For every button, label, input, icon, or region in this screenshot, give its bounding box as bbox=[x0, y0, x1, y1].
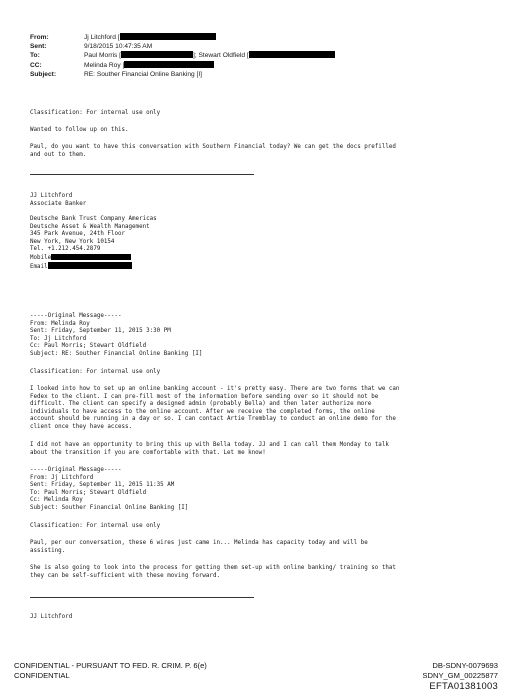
msg1-body-line: I did not have an opportunity to bring this up with Bella today. JJ and I can call them Monday to talk bbox=[30, 442, 389, 448]
signature-name: JJ Litchford bbox=[30, 193, 73, 199]
cc-value: Melinda Roy [ bbox=[84, 61, 214, 70]
body-line: and out to them. bbox=[30, 151, 87, 158]
header-from-row bbox=[30, 33, 490, 42]
msg1-body-line: difficult. The client can specify a designed admin (probably Bella) and then later authorize more bbox=[30, 401, 372, 408]
from-label: From: bbox=[30, 34, 49, 41]
subject-label: Subject: bbox=[30, 70, 57, 78]
msg1-body-line: Fedex to the client. I can pre-fill most of the information before sending over so it should not be bbox=[30, 393, 379, 400]
signature-mobile: Mobile bbox=[30, 254, 131, 263]
confidential-label: CONFIDENTIAL bbox=[14, 671, 70, 680]
from-value: Jj Litchford [ bbox=[84, 33, 216, 42]
signature-company: Deutsche Bank Trust Company Americas bbox=[30, 216, 157, 222]
document-id: SDNY_GM_00225877 bbox=[422, 671, 498, 680]
sent-label: Sent: bbox=[30, 43, 47, 51]
redaction-box bbox=[249, 51, 335, 58]
divider bbox=[30, 597, 254, 598]
msg2-body-line: assisting. bbox=[30, 547, 66, 554]
document-id: DB-SDNY-0079693 bbox=[432, 661, 498, 670]
msg2-cc: Cc: Melinda Roy bbox=[30, 497, 83, 504]
redaction-box bbox=[51, 254, 131, 260]
original-message-separator: -----Original Message----- bbox=[30, 467, 122, 473]
bates-number: EFTA01381003 bbox=[429, 680, 498, 691]
msg1-body-line: individuals to have access to the online account. After we receive the completed forms, the online bbox=[30, 408, 375, 415]
msg1-cc: Cc: Paul Morris; Stewart Oldfield bbox=[30, 343, 147, 350]
body-line: Paul, do you want to have this conversation with Southern Financial today? We can get the docs prefilled bbox=[30, 144, 396, 150]
signature-division: Deutsche Asset & Wealth Management bbox=[30, 223, 150, 230]
redaction-box bbox=[120, 33, 216, 40]
msg2-from: From: Jj Litchford bbox=[30, 474, 94, 481]
header-sent-row bbox=[30, 42, 490, 51]
signature-tel: Tel. +1.212.454.2879 bbox=[30, 246, 101, 253]
original-message-separator: -----Original Message----- bbox=[30, 313, 122, 319]
msg1-to: To: Jj Litchford bbox=[30, 335, 87, 342]
email-header bbox=[30, 33, 490, 79]
msg1-body-line: I looked into how to set up an online banking account - it's pretty easy. There are two forms that we can bbox=[30, 386, 400, 392]
header-cc-row bbox=[30, 61, 490, 70]
msg1-from: From: Melinda Roy bbox=[30, 320, 90, 327]
msg1-body-line: client once they have access. bbox=[30, 424, 133, 430]
subject-value: RE: Souther Financial Online Banking [I] bbox=[84, 70, 203, 78]
to-value: Paul Morris [ ]; Stewart Oldfield [ bbox=[84, 51, 335, 60]
signature-email: Email bbox=[30, 262, 132, 272]
msg2-classification: Classification: For internal use only bbox=[30, 523, 161, 529]
confidential-notice: CONFIDENTIAL - PURSUANT TO FED. R. CRIM. P. 6(e) bbox=[14, 661, 207, 670]
follow-up-line: Wanted to follow up on this. bbox=[30, 127, 129, 133]
header-subject-row bbox=[30, 70, 490, 79]
msg2-subject: Subject: Souther Financial Online Banking [I] bbox=[30, 505, 189, 511]
sent-value: 9/18/2015 10:47:35 AM bbox=[84, 43, 153, 51]
msg1-body-line: about the transition if you are comfortable with that. Let me know! bbox=[30, 449, 266, 456]
signature-address: 345 Park Avenue, 24th Floor bbox=[30, 231, 125, 238]
msg1-sent: Sent: Friday, September 11, 2015 3:30 PM bbox=[30, 328, 171, 335]
msg2-body-line: they can be self-sufficient with these moving forward. bbox=[30, 572, 220, 579]
cc-label: CC: bbox=[30, 61, 42, 69]
redaction-box bbox=[48, 262, 132, 269]
redaction-box bbox=[124, 61, 214, 68]
msg2-body-line: Paul, per our conversation, these 6 wires just came in... Melinda has capacity today and will be bbox=[30, 540, 368, 546]
signature-title: Associate Banker bbox=[30, 200, 87, 207]
msg1-body-line: account should be running in a day or so. I can contact Artie Tremblay to conduct an online demo for the bbox=[30, 416, 396, 423]
header-to-row bbox=[30, 51, 490, 60]
msg2-signature: JJ Litchford bbox=[30, 614, 73, 620]
msg2-sent: Sent: Friday, September 11, 2015 11:35 AM bbox=[30, 482, 175, 489]
msg2-body-line: She is also going to look into the process for getting them set-up with online banking/ training so that bbox=[30, 565, 396, 571]
signature-address: New York, New York 10154 bbox=[30, 238, 115, 245]
to-label: To: bbox=[30, 52, 40, 60]
divider bbox=[30, 174, 254, 175]
redaction-box bbox=[121, 51, 193, 58]
classification-line: Classification: For internal use only bbox=[30, 110, 161, 116]
msg2-to: To: Paul Morris; Stewart Oldfield bbox=[30, 489, 147, 496]
msg1-subject: Subject: RE: Souther Financial Online Banking [I] bbox=[30, 351, 203, 357]
msg1-classification: Classification: For internal use only bbox=[30, 369, 161, 375]
